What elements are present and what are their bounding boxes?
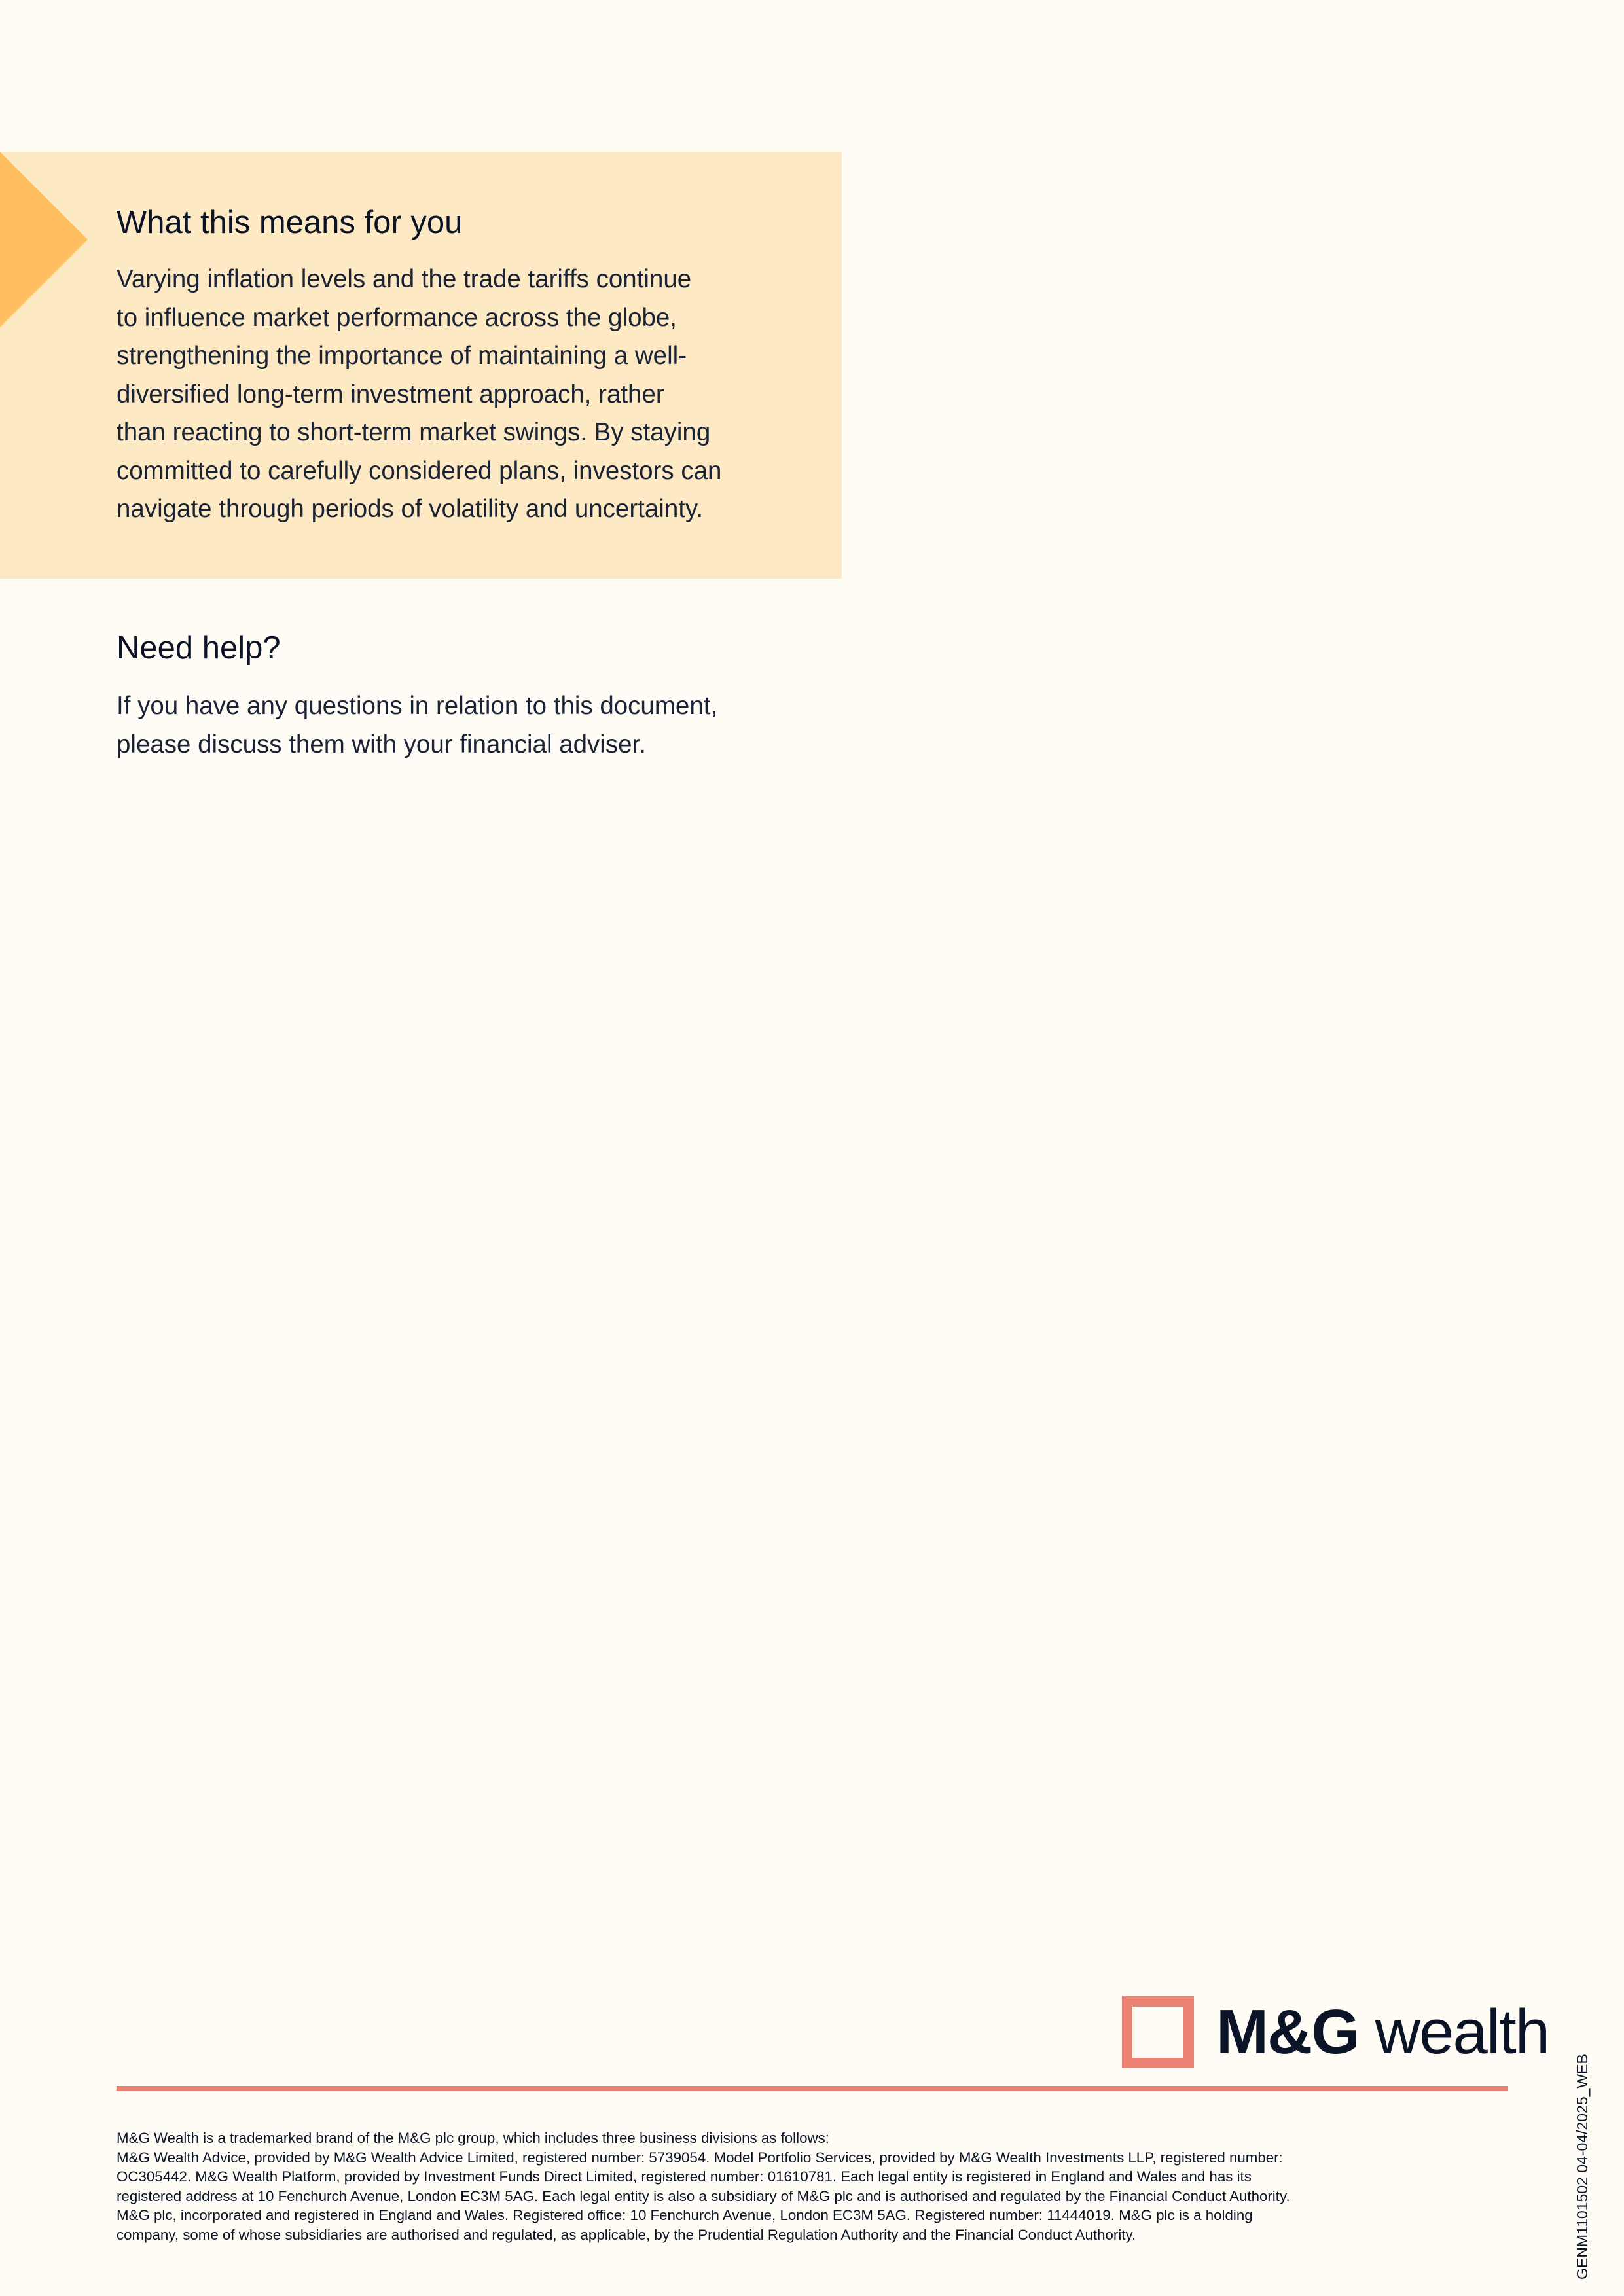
legal-line: M&G Wealth Advice, provided by M&G Wealth Advice Limited, registered number: 5739054. Model Portfolio Services, provided by M&G Wealth Investments LLP, registered number:	[117, 2149, 1283, 2166]
logo-wordmark	[1216, 1998, 1549, 2067]
callout-body-line: than reacting to short-term market swings. By staying	[117, 418, 711, 446]
help-body-line: please discuss them with your financial adviser.	[117, 730, 646, 759]
document-code: GENM1101502 04-04/2025_WEB	[1574, 2054, 1591, 2280]
callout-body-line: committed to carefully considered plans, investors can	[117, 456, 722, 485]
callout-heading: What this means for you	[117, 205, 463, 240]
logo-word: wealth	[1375, 1997, 1549, 2067]
callout-body	[117, 260, 810, 529]
callout-arrow-icon	[0, 152, 88, 327]
legal-line: M&G plc, incorporated and registered in England and Wales. Registered office: 10 Fenchurch Avenue, London EC3M 5AG. Registered number: 11444019. M&G plc is a holding	[117, 2207, 1253, 2223]
legal-disclaimer	[117, 2128, 1517, 2244]
legal-line: OC305442. M&G Wealth Platform, provided by Investment Funds Direct Limited, registered number: 01610781. Each legal entity is registered in England and Wales and has its	[117, 2168, 1252, 2185]
legal-line: registered address at 10 Fenchurch Avenue, London EC3M 5AG. Each legal entity is also a subsidiary of M&G plc and is authorised and regulated by the Financial Conduct Authority.	[117, 2187, 1290, 2204]
callout-body-line: diversified long-term investment approach, rather	[117, 380, 664, 408]
footer-divider	[117, 2086, 1508, 2091]
help-body-line: If you have any questions in relation to this document,	[117, 692, 718, 720]
mg-wealth-logo	[1122, 1996, 1549, 2068]
logo-square-icon	[1122, 1996, 1194, 2068]
legal-line: M&G Wealth is a trademarked brand of the M&G plc group, which includes three business divisions as follows:	[117, 2130, 829, 2146]
help-body	[117, 687, 810, 764]
legal-line: company, some of whose subsidiaries are authorised and regulated, as applicable, by the Prudential Regulation Authority and the Financial Conduct Authority.	[117, 2226, 1136, 2243]
callout-body-line: strengthening the importance of maintaining a well-	[117, 342, 687, 370]
help-heading: Need help?	[117, 630, 281, 666]
callout-body-line: navigate through periods of volatility and uncertainty.	[117, 495, 704, 523]
callout-body-line: to influence market performance across the globe,	[117, 303, 677, 332]
logo-brand: M&G	[1216, 1997, 1359, 2067]
callout-body-line: Varying inflation levels and the trade tariffs continue	[117, 265, 692, 293]
